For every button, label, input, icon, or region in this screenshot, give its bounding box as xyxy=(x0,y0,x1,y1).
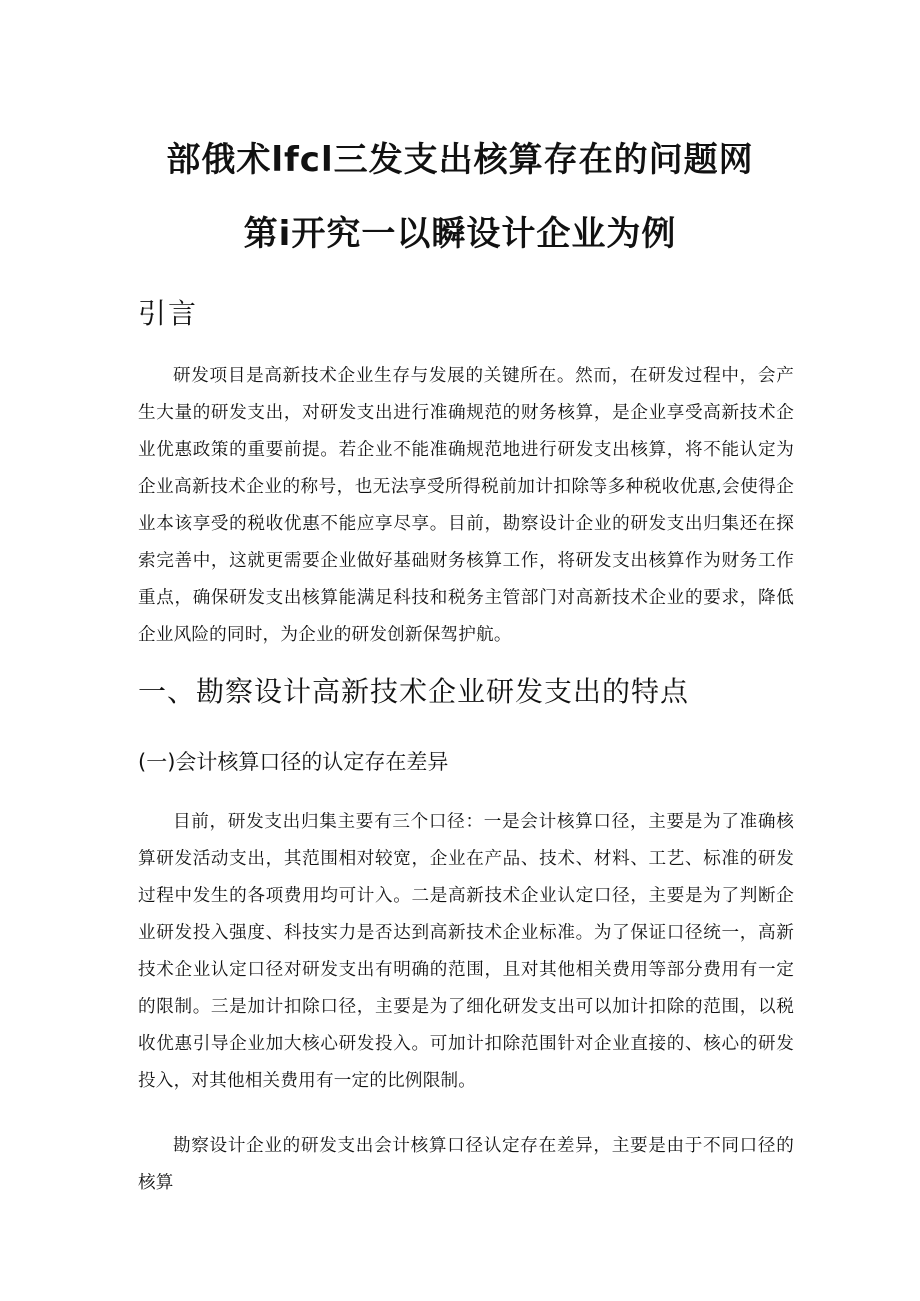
intro-paragraph: 研发项目是高新技术企业生存与发展的关键所在。然而，在研发过程中，会产生大量的研发支出，对研发支出进行准确规范的财务核算，是企业享受高新技术企业优惠政策的重要前提。若企业不能准确规范地进行研发支出核算，将不能认定为企业高新技术企业的称号，也无法享受所得税前加计扣除等多种税收优惠,会使得企业本该享受的税收优惠不能应享尽享。目前，勘察设计企业的研发支出归集还在探索完善中，这就更需要企业做好基础财务核算工作，将研发支出核算作为财务工作重点，确保研发支出核算能满足科技和税务主管部门对高新技术企业的要求，降低企业风险的同时，为企业的研发创新保驾护航。 xyxy=(138,366,794,645)
section-1-paragraph-2: 勘察设计企业的研发支出会计核算口径认定存在差异，主要是由于不同口径的核算 xyxy=(138,1136,794,1193)
section-1-heading: 一、勘察设计高新技术企业研发支出的特点 xyxy=(138,675,690,708)
section-1-paragraph-1: 目前，研发支出归集主要有三个口径：一是会计核算口径，主要是为了准确核算研发活动支出，其范围相对较宽，企业在产品、技术、材料、工艺、标准的研发过程中发生的各项费用均可计入。二是高新技术企业认定口径，主要是为了判断企业研发投入强度、科技实力是否达到高新技术企业标准。为了保证口径统一，高新技术企业认定口径对研发支出有明确的范围，且对其他相关费用等部分费用有一定的限制。三是加计扣除口径，主要是为了细化研发支出可以加计扣除的范围，以税收优惠引导企业加大核心研发投入。可加计扣除范围针对企业直接的、核心的研发投入，对其他相关费用有一定的比例限制。 xyxy=(138,812,794,1091)
document-title-line-2: 第i开究一以瞬设计企业为例 xyxy=(243,214,677,254)
section-1-subheading-1: (一)会计核算口径的认定存在差异 xyxy=(138,750,449,774)
intro-heading: 引言 xyxy=(138,297,199,330)
document-title-line-1: 部俄术lfcl三发支出核算存在的问题网 xyxy=(166,140,754,180)
